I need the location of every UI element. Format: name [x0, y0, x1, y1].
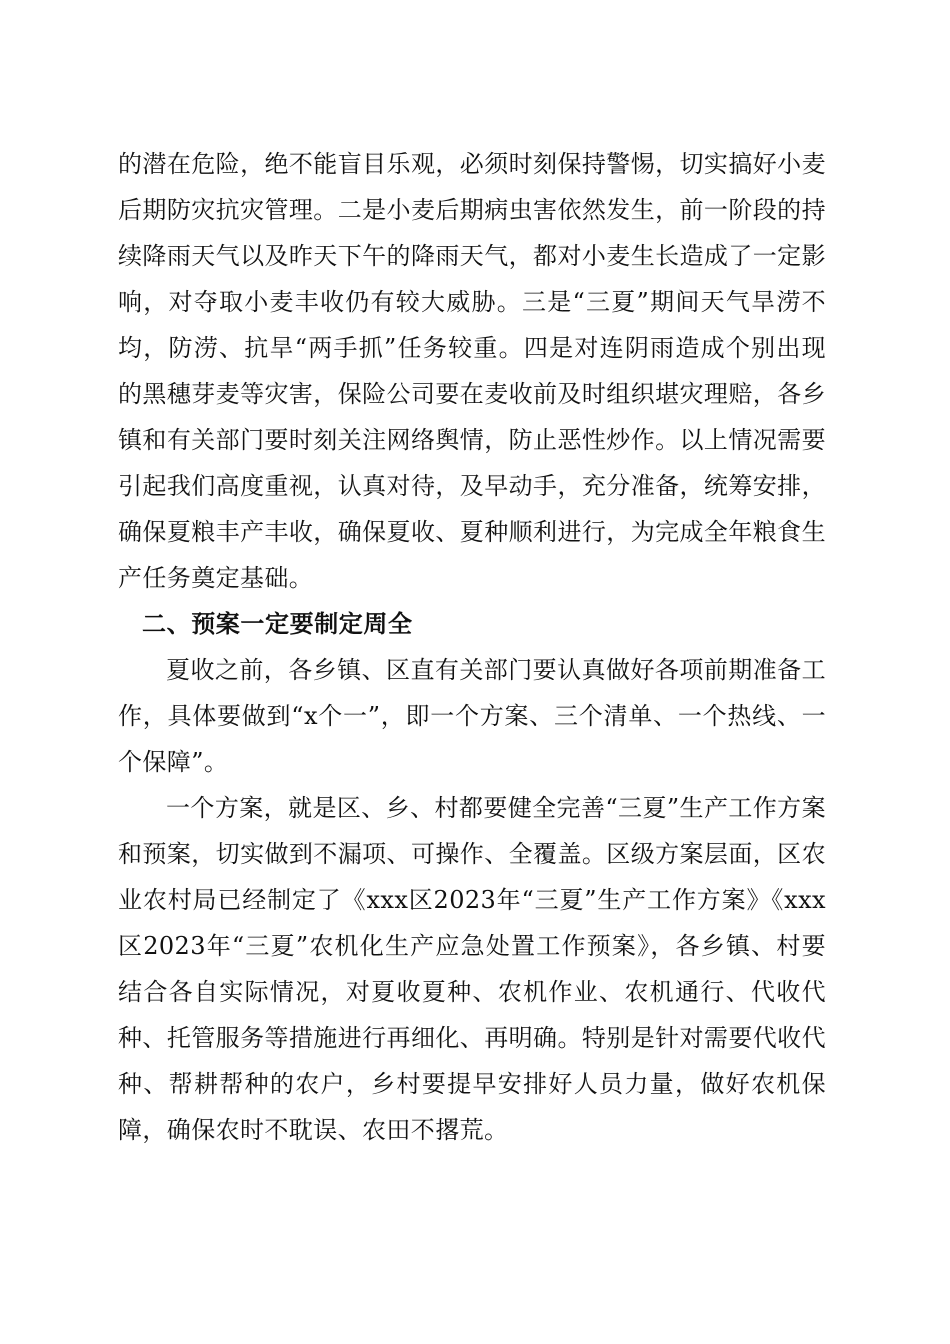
section-heading: 二、预案一定要制定周全 [142, 610, 413, 638]
document-page [118, 141, 826, 1153]
paragraph-one-plan: 一个方案，就是区、乡、村都要健全完善“三夏”生产工作方案和预案，切实做到不漏项、可操作、全覆盖。区级方案层面，区农业农村局已经制定了《xxx区2023年“三夏”生产工作方案》《xxx区2023年“三夏”农机化生产应急处置工作预案》，各乡镇、村要结合各自实际情况，对夏收夏种、农机作业、农机通行、代收代种、托管服务等措施进行再细化、再明确。特别是针对需要代收代种、帮耕帮种的农户，乡村要提早安排好人员力量，做好农机保障，确保农时不耽误、农田不撂荒。 [118, 794, 826, 1144]
paragraph-preparation: 夏收之前，各乡镇、区直有关部门要认真做好各项前期准备工作，具体要做到“x个一”，即一个方案、三个清单、一个热线、一个保障”。 [118, 656, 826, 776]
paragraph-continuation: 的潜在危险，绝不能盲目乐观，必须时刻保持警惕，切实搞好小麦后期防灾抗灾管理。二是小麦后期病虫害依然发生，前一阶段的持续降雨天气以及昨天下午的降雨天气，都对小麦生长造成了一定影响，对夺取小麦丰收仍有较大威胁。三是“三夏”期间天气旱涝不均，防涝、抗旱“两手抓”任务较重。四是对连阴雨造成个别出现的黑穗芽麦等灾害，保险公司要在麦收前及时组织堪灾理赔，各乡镇和有关部门要时刻关注网络舆情，防止恶性炒作。以上情况需要引起我们高度重视，认真对待，及早动手，充分准备，统筹安排，确保夏粮丰产丰收，确保夏收、夏种顺利进行，为完成全年粮食生产任务奠定基础。 [118, 150, 826, 592]
